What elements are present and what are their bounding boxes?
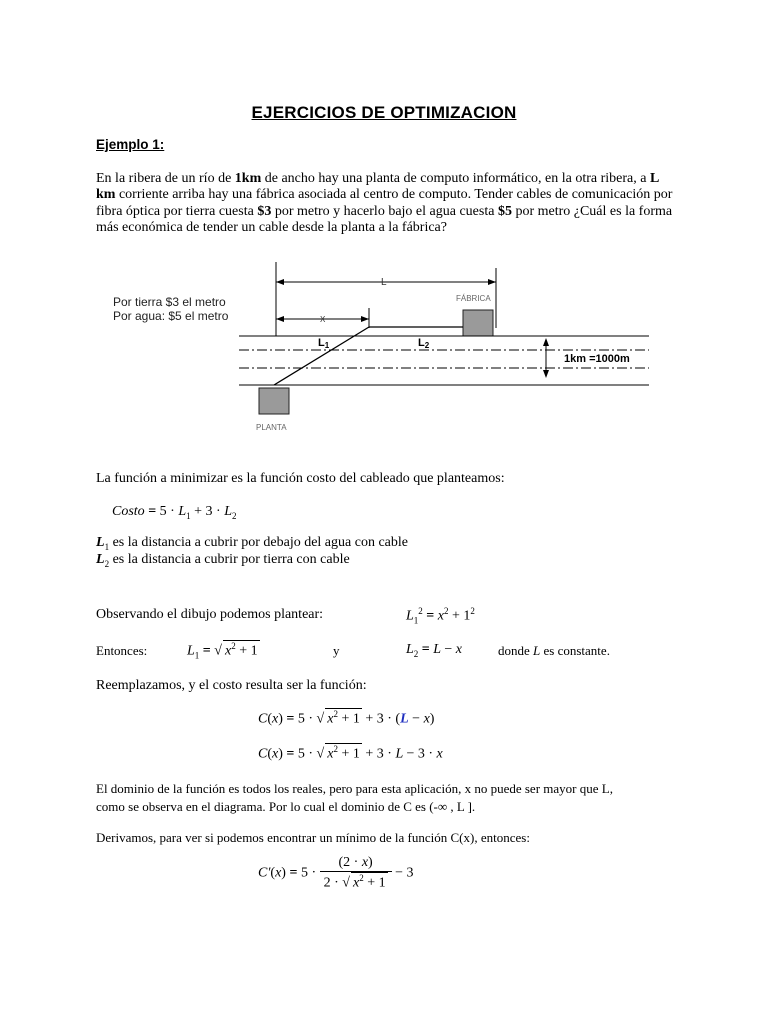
definition-L1: $L_1$ es la distancia a cubrir por debajo del agua con cable [96, 535, 408, 552]
observing-equation: $L_1^2 = x^2 + 1^2$ [406, 606, 475, 626]
domain-text-2: como se observa en el diagrama. Por lo cual el dominio de C es (-∞ , L ]. [96, 799, 476, 814]
constant-note: donde L es constante. [498, 643, 610, 658]
derivative-formula: C′(x) = 5 · $\frac{(2 \cdot x)}{2 \cdot √ x^2 + 1}$ − 3 [258, 855, 414, 891]
cost-formula: Costo = $5 \cdot L_1 + 3 \cdot L_2$ [112, 504, 237, 521]
then-label: Entonces: [96, 643, 148, 658]
and-word: y [333, 643, 340, 658]
label-L1: L1 [318, 337, 330, 350]
definition-L2: $L_2$ es la distancia a cubrir por tierra con cable [96, 552, 350, 569]
equation-L2: $L_2 = L - x$ [406, 642, 462, 659]
page-title: EJERCICIOS DE OPTIMIZACION [251, 103, 517, 122]
label-L2: L2 [418, 337, 430, 350]
label-L: L [381, 277, 387, 288]
observing-label: Observando el dibujo podemos plantear: [96, 607, 324, 622]
label-width: 1km =1000m [564, 353, 630, 365]
legend-land: Por tierra $3 el metro [113, 295, 226, 309]
equation-L1: $L_1$ = √ $x^2 + 1$ [187, 641, 258, 661]
label-planta: PLANTA [256, 423, 287, 432]
derive-text: Derivamos, para ver si podemos encontrar un mínimo de la función C(x), entonces: [96, 830, 530, 845]
river-diagram [96, 258, 652, 438]
label-fabrica: FÁBRICA [456, 294, 491, 303]
function-intro: La función a minimizar es la función costo del cableado que planteamos: [96, 471, 505, 486]
replace-text: Reemplazamos, y el costo resulta ser la función: [96, 678, 367, 693]
domain-text-1: El dominio de la función es todos los reales, pero para esta aplicación, x no puede ser mayor que L, [96, 781, 613, 796]
cost-function-2: C(x) = 5 · √ $x^2 + 1 + 3 \cdot L - 3 \cdot x$ [258, 744, 443, 762]
problem-statement: En la ribera de un río de 1km de ancho hay una planta de computo informático, en la otra ribera, a L km corriente arriba hay una fábrica asociada al centro de computo. Tender cables de comunicación por fibra óptica por tierra cuesta $3 por metro y hacerlo bajo el agua cuesta $5 por metro ¿Cuál es la forma más económica de tender un cable desde la planta a la fábrica? [96, 171, 673, 236]
example-heading: Ejemplo 1: [96, 137, 165, 152]
legend-water: Por agua: $5 el metro [113, 309, 229, 323]
cost-function-1: C(x) = 5 · √ $x^2 + 1 + 3 \cdot (L - x)$ [258, 709, 435, 727]
label-x: X [320, 315, 326, 324]
